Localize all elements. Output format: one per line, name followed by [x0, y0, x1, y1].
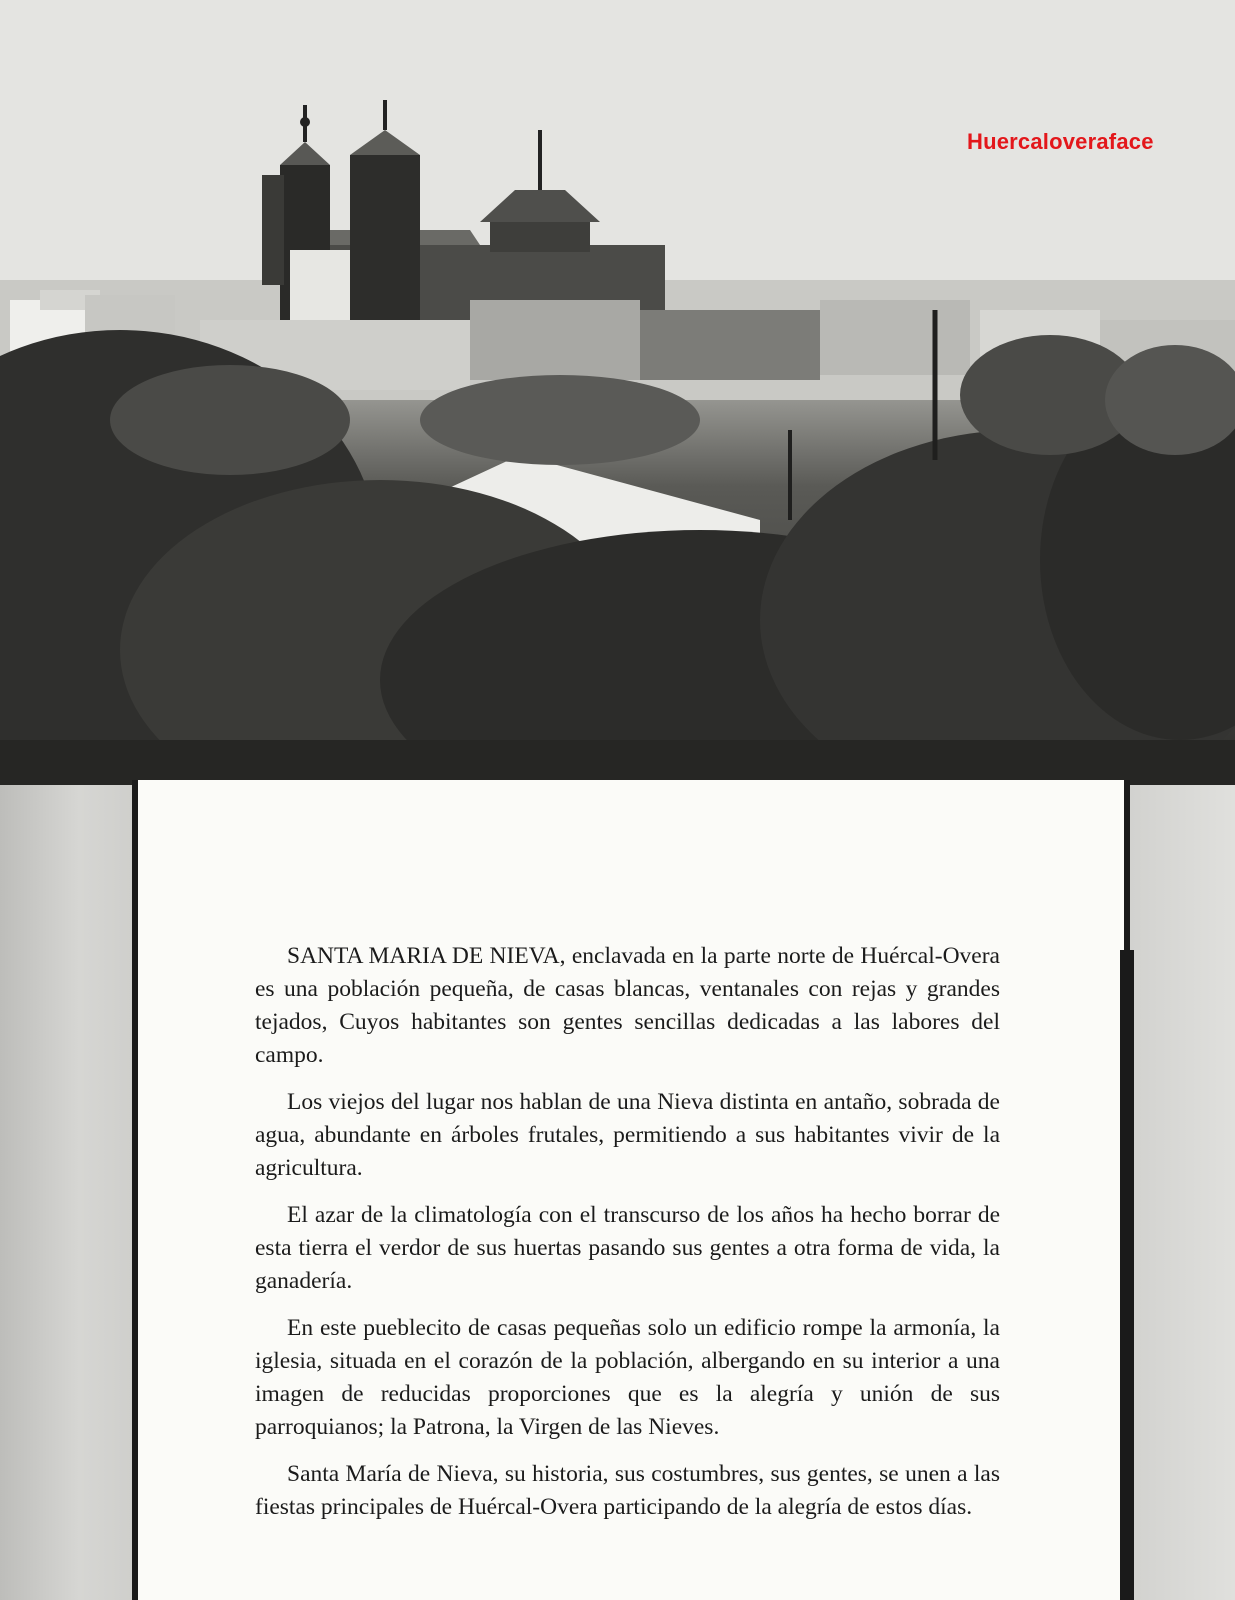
article-body	[255, 940, 1000, 1538]
left-page-margin	[0, 785, 132, 1600]
paragraph-3: El azar de la climatología con el transcurso de los años ha hecho borrar de esta tierra el verdor de sus huertas pasando sus gentes a otra forma de vida, la ganadería.	[255, 1202, 1000, 1294]
paragraph-1: SANTA MARIA DE NIEVA, enclavada en la parte norte de Huércal-Overa es una población pequeña, de casas blancas, ventanales con rejas y grandes tejados, Cuyos habitantes son gentes sencillas dedicadas a las labores del campo.	[255, 943, 1000, 1068]
right-page-margin	[1130, 785, 1235, 1600]
watermark-caption: Huercaloveraface	[967, 129, 1154, 154]
paragraph-4: En este pueblecito de casas pequeñas solo un edificio rompe la armonía, la iglesia, situada en el corazón de la población, albergando en su interior a una imagen de reducidas proporciones que es la alegría y unión de sus parroquianos; la Patrona, la Virgen de las Nieves.	[255, 1315, 1000, 1440]
frame-border-right	[1120, 950, 1134, 1600]
village-photo	[0, 0, 1235, 785]
church-photo-icon	[0, 0, 1235, 785]
paragraph-5: Santa María de Nieva, su historia, sus costumbres, sus gentes, se unen a las fiestas principales de Huércal-Overa participando de la alegría de estos días.	[255, 1461, 1000, 1520]
paragraph-2: Los viejos del lugar nos hablan de una Nieva distinta en antaño, sobrada de agua, abundante en árboles frutales, permitiendo a sus habitantes vivir de la agricultura.	[255, 1089, 1000, 1181]
